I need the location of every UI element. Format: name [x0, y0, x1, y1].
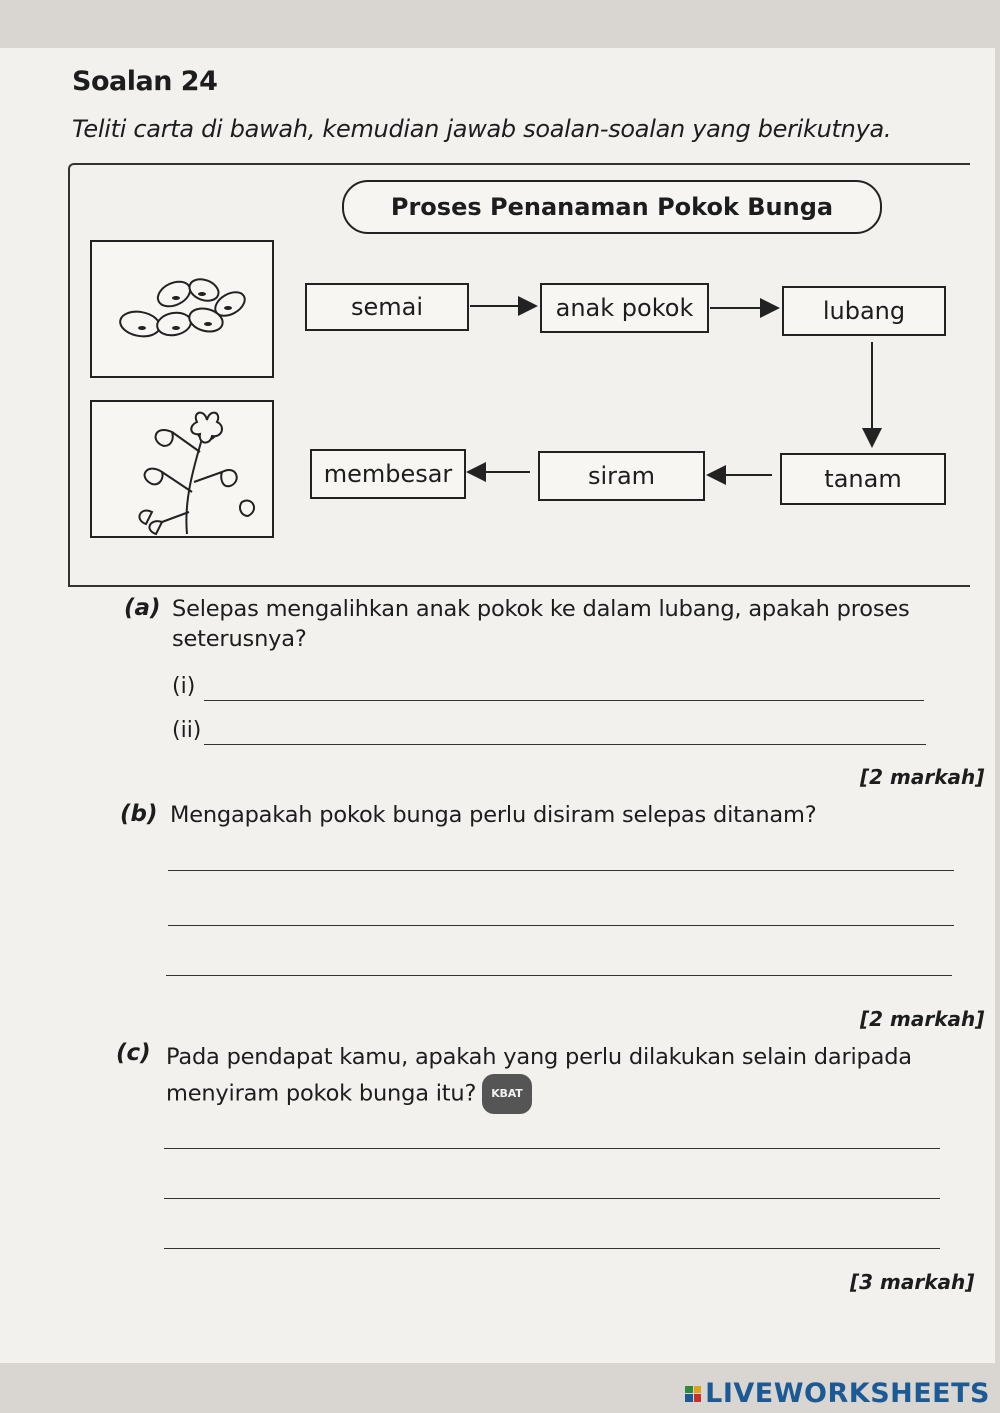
answer-line-c-2[interactable]	[164, 1198, 940, 1199]
kbat-badge: KBAT	[482, 1074, 531, 1114]
part-a-label: (a)	[124, 595, 161, 621]
liveworksheets-brand	[685, 1378, 990, 1409]
part-a-marks: [2 markah]	[860, 765, 985, 789]
part-b-marks: [2 markah]	[860, 1007, 985, 1031]
answer-line-a-i[interactable]	[204, 700, 924, 701]
step-tanam: tanam	[780, 453, 946, 505]
answer-line-b-1[interactable]	[168, 870, 954, 871]
part-c-question	[166, 1040, 976, 1114]
answer-line-b-2[interactable]	[168, 925, 954, 926]
chart-title: Proses Penanaman Pokok Bunga	[342, 180, 882, 234]
step-anak-pokok: anak pokok	[540, 283, 709, 333]
logo-square	[694, 1394, 702, 1402]
logo-square	[685, 1394, 693, 1402]
flow-arrows	[0, 0, 1000, 600]
answer-line-b-3[interactable]	[166, 975, 952, 976]
step-lubang: lubang	[782, 286, 946, 336]
part-c-label: (c)	[116, 1040, 151, 1066]
part-a-question: Selepas mengalihkan anak pokok ke dalam lubang, apakah proses seterusnya?	[172, 596, 910, 652]
liveworksheets-logo-icon	[685, 1386, 701, 1402]
part-b-label: (b)	[120, 801, 158, 827]
part-c-marks: [3 markah]	[850, 1270, 975, 1294]
part-b-question: Mengapakah pokok bunga perlu disiram selepas ditanam?	[170, 802, 817, 828]
logo-square	[694, 1386, 702, 1394]
answer-line-c-1[interactable]	[164, 1148, 940, 1149]
part-c-question-text: Pada pendapat kamu, apakah yang perlu dilakukan selain daripada menyiram pokok bunga itu?	[166, 1044, 912, 1107]
instruction-text: Teliti carta di bawah, kemudian jawab soalan-soalan yang berikutnya.	[72, 115, 892, 143]
step-semai: semai	[305, 283, 469, 331]
brand-name: LIVEWORKSHEETS	[705, 1378, 990, 1409]
part-a-sub-i: (i)	[172, 674, 196, 699]
logo-square	[685, 1386, 693, 1394]
question-title: Soalan 24	[72, 66, 218, 97]
step-siram: siram	[538, 451, 705, 501]
part-a-sub-ii: (ii)	[172, 718, 202, 743]
answer-line-a-ii[interactable]	[204, 744, 926, 745]
step-membesar: membesar	[310, 449, 466, 499]
answer-line-c-3[interactable]	[164, 1248, 940, 1249]
